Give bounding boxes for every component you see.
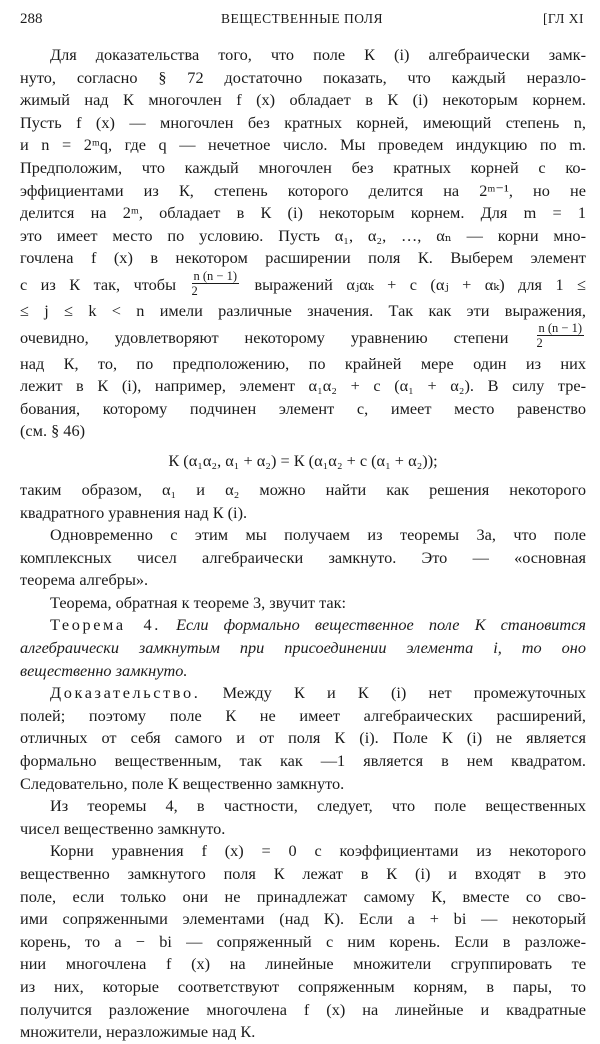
text-line: Для доказательства того, что поле К (i) алгебраически замк-: [50, 45, 586, 64]
proof-label: Доказательство.: [50, 683, 201, 703]
text-line: делится на 2ᵐ, обладает в К (i) некоторым корнем. Для m = 1: [20, 203, 586, 223]
text-line: ≤ j ≤ k < n имели различные значения. Так как эти выражения,: [20, 300, 586, 320]
text-line: Предположим, что каждый многочлен без кратных корней с ко-: [20, 157, 586, 177]
text-line: Теорема, обратная к теореме 3, звучит так:: [50, 592, 347, 612]
text-line: отличных от себя самого и от поля К (i). Поле К (i) не является: [20, 728, 586, 748]
text-line: ими сопряженными элементами (над К). Если a + bi — некоторый: [20, 909, 586, 929]
theorem-statement: Если формально вещественное поле К становится: [176, 615, 586, 635]
fraction-denominator: 2: [536, 336, 543, 351]
text-line: (см. § 46): [20, 421, 86, 441]
running-header: [20, 8, 584, 30]
text-fragment: очевидно, удовлетворяют некоторому уравнению степени: [20, 327, 509, 347]
text-line: из них, которые соответствуют сопряженным корням, в пары, то: [20, 976, 586, 996]
text-line: теорема алгебры».: [20, 570, 149, 590]
text-line: получится разложение многочлена f (x) на линейные и квадратные: [20, 999, 586, 1019]
display-formula: К (α₁α₂, α₁ + α₂) = К (α₁α₂ + c (α₁ + α₂));: [168, 450, 438, 470]
text-line: [20, 323, 586, 353]
text-line: вещественно замкнутого поля К лежат в К (i) и входят в это: [20, 864, 586, 883]
fraction: [537, 322, 585, 349]
text-line: Из теоремы 4, в частности, следует, что поле вещественных: [50, 796, 586, 816]
text-line: квадратного уравнения над К (i).: [20, 502, 248, 522]
theorem-line: алгебраически замкнутым при присоединении элемента i, то оно: [20, 638, 586, 658]
page-number: 288: [20, 11, 43, 27]
text-line: комплексных чисел алгебраически замкнуто. Это — «основная: [20, 547, 586, 567]
text-line: корень, то a − bi — сопряженный с ним корень. Если в разложе-: [20, 931, 586, 951]
text-line: полей; поэтому поле К не имеет алгебраических расширений,: [20, 705, 586, 725]
text-line: поле, если только они не принадлежат самому К, вместе со сво-: [20, 886, 586, 906]
text-line: эффициентами из К, степень которого делится на 2ᵐ⁻¹, но не: [20, 180, 586, 200]
text-fragment: Между К и К (i) нет промежуточных: [222, 683, 586, 703]
text-line: Одновременно с этим мы получаем из теоремы 3а, что поле: [50, 525, 586, 545]
text-line: формально вещественным, так как —1 является в нем квадратом.: [20, 751, 586, 771]
text-line: нуто, согласно § 72 достаточно показать, что каждый неразло-: [20, 67, 586, 87]
page-body: [20, 44, 586, 1044]
text-line: над К, то, по предположению, по крайней мере один из них: [20, 353, 586, 373]
proof-line: [20, 682, 586, 705]
fraction-denominator: 2: [191, 283, 198, 298]
fraction-numerator: n (n − 1): [193, 268, 238, 283]
text-line: таким образом, α₁ и α₂ можно найти как решения некоторого: [20, 479, 586, 499]
text-line: множители, неразложимые над К.: [20, 1022, 256, 1042]
text-fragment: выражений αⱼαₖ + c (αⱼ + αₖ) для 1 ≤: [254, 274, 587, 294]
text-line: [20, 270, 586, 300]
running-title: ВЕЩЕСТВЕННЫЕ ПОЛЯ: [221, 11, 383, 26]
chapter-label: [ГЛ XI: [542, 11, 584, 26]
text-line: это имеет место по условию. Пусть α₁, α₂, …, αₙ — корни мно-: [20, 225, 586, 245]
text-line: чисел вещественно замкнуто.: [20, 818, 226, 838]
text-line: и n = 2ᵐq, где q — нечетное число. Мы проведем индукцию по m.: [20, 135, 586, 155]
fraction-numerator: n (n − 1): [538, 321, 582, 336]
text-line: нии многочлена f (x) на линейные множители сгруппировать те: [20, 954, 586, 974]
text-line: гочлена f (x) в некотором расширении поля К. Выберем элемент: [20, 248, 586, 268]
text-line: бования, которому подчинен элемент c, имеет место равенство: [20, 398, 586, 418]
text-line: Пусть f (x) — многочлен без кратных корней, имеющий степень n,: [20, 112, 586, 132]
text-line: Корни уравнения f (x) = 0 с коэффициентами из некоторого: [50, 841, 586, 861]
text-fragment: c из К так, чтобы: [20, 274, 177, 294]
text-line: жимый над К многочлен f (x) обладает в К (i) некоторым корнем.: [20, 90, 586, 110]
text-line: лежит в К (i), например, элемент α₁α₂ + c (α₁ + α₂). В силу тре-: [20, 376, 586, 396]
text-line: Следовательно, поле К вещественно замкнуто.: [20, 773, 345, 793]
theorem-line: вещественно замкнуто.: [20, 660, 188, 680]
theorem-line: [20, 614, 586, 637]
fraction: [192, 270, 240, 297]
theorem-label: Теорема 4.: [50, 615, 161, 635]
